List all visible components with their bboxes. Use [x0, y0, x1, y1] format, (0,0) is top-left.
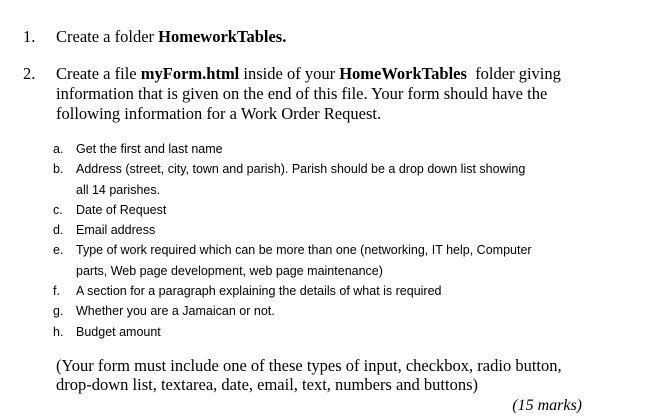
sublist-item-d [53, 220, 613, 240]
sublist-letter: f. [53, 284, 60, 299]
sublist-letter: c. [53, 202, 63, 217]
form-requirements-note [56, 356, 616, 394]
sublist-text: A section for a paragraph explaining the details of what is required [76, 284, 442, 299]
sublist-letter: e. [53, 243, 64, 258]
item2-line2: information that is given on the end of this file. Your form should have the [56, 84, 548, 103]
sublist-letter: g. [53, 304, 64, 319]
sublist-text: Type of work required which can be more than one (networking, IT help, Computer [76, 243, 532, 258]
item2-line1-suffix: folder giving [466, 64, 561, 83]
item2-file-name: myForm.html [140, 64, 240, 83]
requirements-sublist [53, 139, 613, 342]
sublist-text: Whether you are a Jamaican or not. [76, 304, 275, 319]
sublist-item-f [53, 281, 613, 301]
marks-label: (15 marks) [512, 397, 582, 414]
note-line1: (Your form must include one of these types of input, checkbox, radio button, [56, 356, 562, 375]
sublist-item-b [53, 159, 613, 200]
sublist-item-a [53, 139, 613, 159]
item2-line3: following information for a Work Order Request. [56, 104, 382, 123]
list-number: 2. [23, 64, 36, 83]
list-item-2 [23, 64, 583, 124]
sublist-item-h [53, 322, 613, 342]
sublist-text: Address (street, city, town and parish). Parish should be a drop down list showing [76, 162, 526, 177]
item2-line1-prefix: Create a file [56, 64, 141, 83]
sublist-item-c [53, 200, 613, 220]
item1-text: Create a folder [56, 27, 159, 46]
item2-folder-name: HomeWorkTables [339, 64, 467, 83]
sublist-text: Get the first and last name [76, 142, 223, 156]
sublist-text-cont: all 14 parishes. [76, 182, 161, 197]
item2-line1 [56, 64, 583, 84]
sublist-letter: b. [53, 162, 64, 177]
sublist-text: Email address [76, 223, 156, 238]
sublist-letter: a. [53, 142, 64, 156]
sublist-item-e [53, 240, 613, 281]
sublist-letter: h. [53, 324, 64, 339]
list-number: 1. [23, 27, 36, 46]
sublist-text-cont: parts, Web page development, web page maintenance) [76, 263, 383, 278]
note-line2: drop-down list, textarea, date, email, text, numbers and buttons) [56, 375, 479, 394]
sublist-text: Budget amount [76, 324, 161, 339]
sublist-letter: d. [53, 223, 64, 238]
list-item-1 [23, 27, 286, 47]
sublist-text: Date of Request [76, 202, 167, 217]
sublist-item-g [53, 301, 613, 321]
item1-folder-name: HomeworkTables. [158, 27, 287, 46]
item2-line1-middle: inside of your [239, 64, 340, 83]
